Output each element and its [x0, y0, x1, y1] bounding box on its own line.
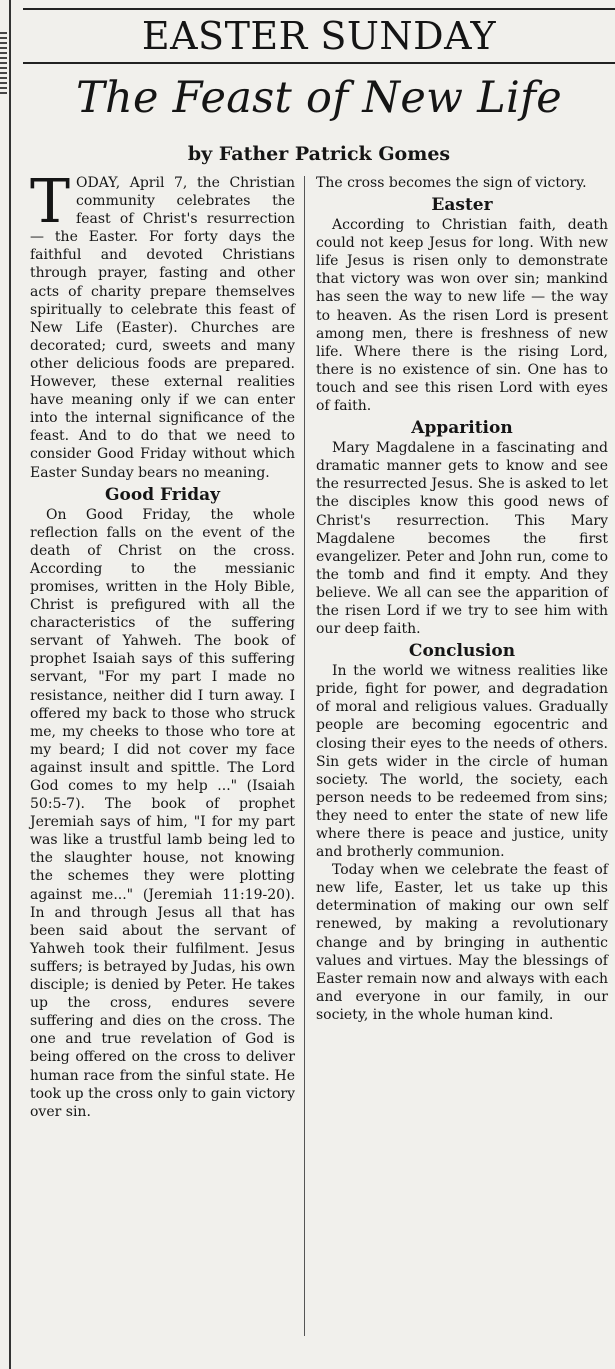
- drop-cap: T: [30, 167, 71, 237]
- conclusion-paragraph-1: In the world we witness realities like pride, fight for power, and degradation of moral and religious values. Gradually people are becoming egocentric and closing their eyes to the needs of others. Sin gets wider in the circle of human society. The world, the society, each person needs to be redeemed from sins; they need to enter the state of new life where there is peace and justice, unity and brotherly communion.: [316, 663, 608, 861]
- article-column-left: [30, 167, 296, 1121]
- section-heading-good-friday: Good Friday: [105, 484, 220, 505]
- byline: by Father Patrick Gomes: [187, 143, 451, 165]
- section-heading-easter: Easter: [431, 195, 493, 216]
- column-divider: [304, 176, 305, 1336]
- cross-continuation-paragraph: The cross becomes the sign of victory.: [316, 175, 587, 191]
- section-heading-apparition: Apparition: [411, 418, 513, 439]
- good-friday-paragraph: On Good Friday, the whole reflection falls on the event of the death of Christ on the cross. According to the messianic promises, written in the Holy Bible, Christ is prefigured with all the characteristics of the suffering servant of Yahweh. The book of prophet Isaiah says of this suffering servant, "For my part I made no resistance, neither did I turn away. I offered my back to those who struck me, my cheeks to those who tore at my beard; I did not cover my face against insult and spittle. The Lord God comes to my help ..." (Isaiah 50:5-7). The book of prophet Jeremiah says of him, "I for my part was like a trustful lamb being led to the slaughter house, not knowing the schemes they were plotting against me..." (Jeremiah 11:19-20). In and through Jesus all that has been said about the servant of Yahweh took their fulfilment. Jesus suffers; is betrayed by Judas, his own disciple; is denied by Peter. He takes up the cross, endures severe suffering and dies on the cross. The one and true revelation of God is being offered on the cross to deliver human race from the sinful state. He took up the cross only to gain victory over sin.: [30, 506, 296, 1120]
- margin-rule: [9, 0, 11, 1369]
- kicker-rule: [23, 62, 615, 64]
- margin-ticks: [0, 32, 7, 94]
- article-column-right: [316, 174, 608, 1024]
- apparition-paragraph: Mary Magdalene in a fascinating and dramatic manner gets to know and see the resurrected Jesus. She is asked to let the disciples know this good news of Christ's resurrection. This Mary Magdalene becomes the first evangelizer. Peter and John run, come to the tomb and find it empty. And they believe. We all can see the apparition of the risen Lord if we try to see him with our deep faith.: [316, 440, 608, 638]
- kicker: EASTER SUNDAY: [141, 14, 497, 58]
- section-heading-conclusion: Conclusion: [408, 641, 516, 662]
- easter-paragraph: According to Christian faith, death could not keep Jesus for long. With new life Jesus is risen only to demonstrate that victory was won over sin; mankind has seen the way to new life — the way to heaven. As the risen Lord is present among men, there is freshness of new life. Where there is the rising Lord, there is no existence of sin. One has to touch and see this risen Lord with eyes of faith.: [316, 217, 608, 415]
- top-rule: [23, 8, 615, 10]
- intro-paragraph: [30, 167, 295, 482]
- intro-text: ODAY, April 7, the Christian community celebrates the feast of Christ's resurrection — the Easter. For forty days the faithful and devoted Christians through prayer, fasting and other acts of charity prepare themselves spiritually to celebrate this feast of New Life (Easter). Churches are decorated; curd, sweets and many other delicious foods are prepared. However, these external realities have meaning only if we can enter into the internal significance of the feast. And to do that we need to consider Good Friday without which Easter Sunday bears no meaning.: [30, 175, 295, 481]
- conclusion-paragraph-2: Today when we celebrate the feast of new life, Easter, let us take up this determination of making our own self renewed, by making a revolutionary change and by bringing in authentic values and virtues. May the blessings of Easter remain now and always with each and everyone in our family, in our society, in the whole human kind.: [316, 862, 608, 1023]
- headline: The Feast of New Life: [75, 73, 563, 123]
